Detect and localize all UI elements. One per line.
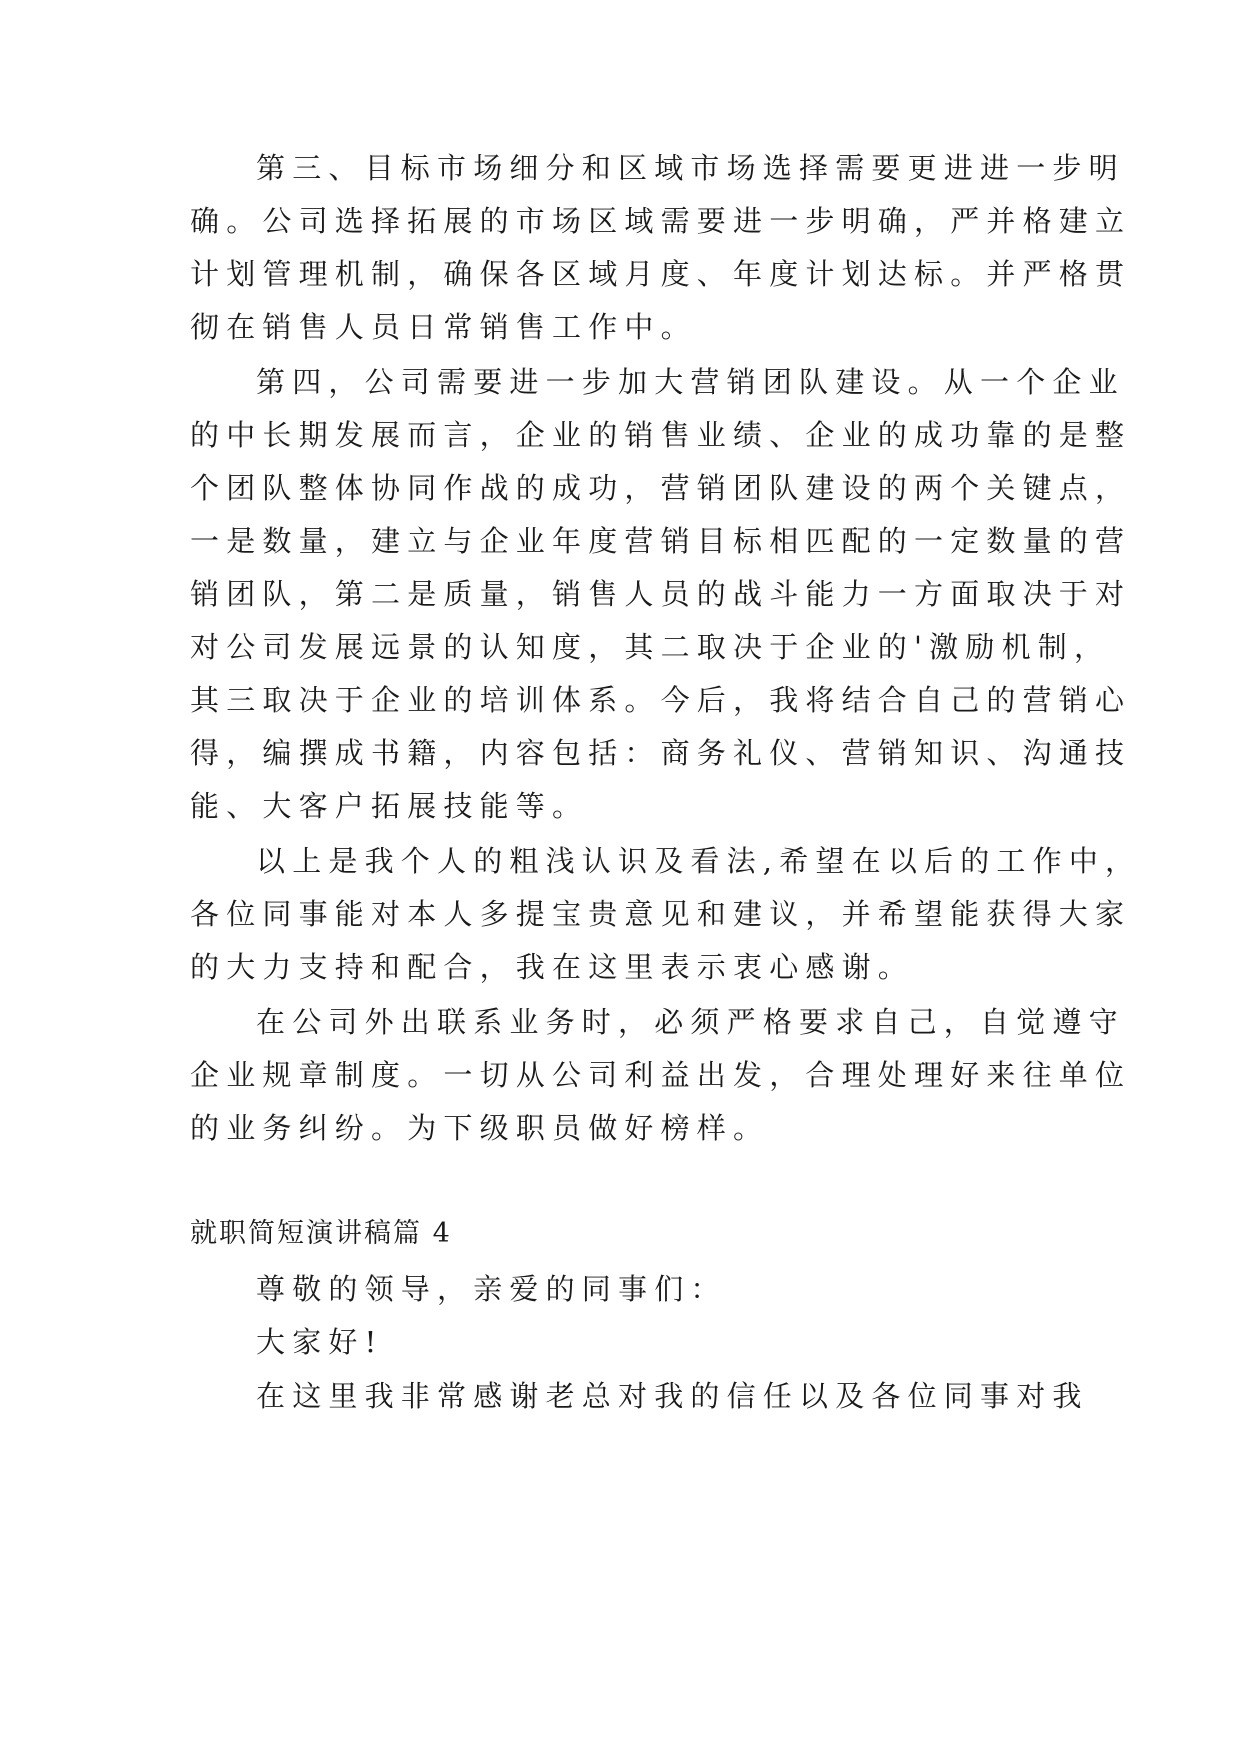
- section-heading: 就职简短演讲稿篇 4: [190, 1218, 452, 1249]
- text-line: 一是数量，建立与企业年度营销目标相匹配的一定数量的营: [190, 524, 1132, 558]
- text-line: 能、大客户拓展技能等。: [190, 789, 589, 823]
- text-line: 各位同事能对本人多提宝贵意见和建议，并希望能获得大家: [190, 897, 1132, 931]
- text-line: 得，编撰成书籍，内容包括：商务礼仪、营销知识、沟通技: [190, 736, 1132, 770]
- greeting: 大家好!: [256, 1325, 384, 1359]
- text-line: 第四，公司需要进一步加大营销团队建设。从一个企业: [256, 365, 1125, 399]
- text-line: 的大力支持和配合，我在这里表示衷心感谢。: [190, 950, 915, 984]
- text-line: 确。公司选择拓展的市场区域需要进一步明确，严并格建立: [190, 204, 1132, 238]
- text-line: 彻在销售人员日常销售工作中。: [190, 310, 697, 344]
- text-line: 个团队整体协同作战的成功，营销团队建设的两个关键点，: [190, 471, 1132, 505]
- text-line: 对公司发展远景的认知度，其二取决于企业的'激励机制，: [190, 630, 1111, 664]
- text-line: 以上是我个人的粗浅认识及看法,希望在以后的工作中，: [256, 844, 1142, 878]
- text-line: 企业规章制度。一切从公司利益出发，合理处理好来往单位: [190, 1058, 1132, 1092]
- text-line: 的业务纠纷。为下级职员做好榜样。: [190, 1111, 770, 1145]
- text-line: 计划管理机制，确保各区域月度、年度计划达标。并严格贯: [190, 257, 1132, 291]
- text-line: 第三、目标市场细分和区域市场选择需要更进进一步明: [256, 151, 1125, 185]
- text-line: 销团队，第二是质量，销售人员的战斗能力一方面取决于对: [190, 577, 1132, 611]
- text-line: 其三取决于企业的培训体系。今后，我将结合自己的营销心: [190, 683, 1132, 717]
- text-line: 在这里我非常感谢老总对我的信任以及各位同事对我: [256, 1379, 1089, 1413]
- text-line: 的中长期发展而言，企业的销售业绩、企业的成功靠的是整: [190, 418, 1132, 452]
- salutation: 尊敬的领导，亲爱的同事们：: [256, 1272, 727, 1306]
- text-line: 在公司外出联系业务时，必须严格要求自己，自觉遵守: [256, 1005, 1125, 1039]
